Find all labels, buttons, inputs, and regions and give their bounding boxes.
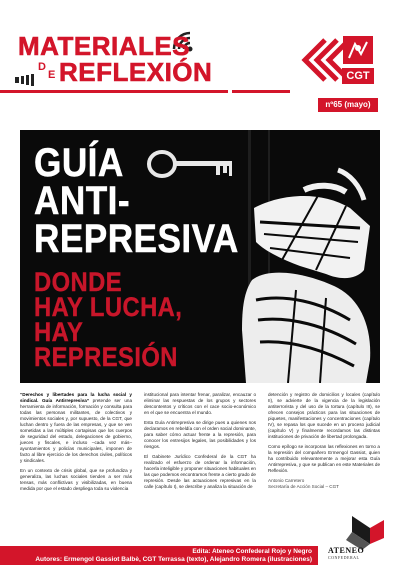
cover-subtitle-line: HAY xyxy=(34,317,84,347)
cover-subtitle-line: HAY LUCHA, xyxy=(34,292,183,322)
paragraph: detención y registro de domicilios y locales (capítulo II), se advierte de la vigencia de la legislación antiterrorista y del uso de la tortura (capítulo III), se ofrecen consejos prácticos para las situaciones de piquetes, manifestaciones y concentraciones (capítulo IV), se repasa los que sucede en un proceso judicial (capítulo V) y finalmente recordamos las distintas instituciones de privación de libertad prolongada. xyxy=(268,392,380,439)
paragraph: El Gabinete Jurídico Confederal de la CGT ha realizado el esfuerzo de ordenar la información, hacerla inteligible y proponer situaciones habituales en las que podemos encontrarnos frente a cierto grado de represión. Desde las actuaciones represivas en la calle (capítulo I), se describe y analiza la situación de xyxy=(144,454,256,489)
paragraph: Como epílogo se incorporan las reflexiones en torno a la represión del compañero Ermengol Gassiot, quien ha contribuido relevantemente a mejorar esta Guía Antirrepresiva, y que se publican en este Materiales de Reflexión. xyxy=(268,444,380,473)
article-column-1 xyxy=(20,392,132,546)
paragraph xyxy=(20,392,132,464)
signature-name: Antonio Carretero xyxy=(268,478,305,483)
paragraph-lead: “Derechos y libertades para la lucha social y sindical. Guía Antirrepresiva” xyxy=(20,392,132,403)
masthead-title-line2: REFLEXIÓN xyxy=(59,57,213,87)
signature-role: Secretaría de Acción Social – CGT xyxy=(268,484,339,489)
article-column-2 xyxy=(144,392,256,546)
paragraph: institucional para intentar frenar, paralizar, encauzar o eliminar las respuestas de los grupos y sectores descontentos y críticos con el cace socio-económico en el que se encuentra el mundo. xyxy=(144,392,256,415)
footer-publisher: Edita: Ateneo Confederal Rojo y Negro xyxy=(192,548,312,555)
cover-panel xyxy=(20,130,380,383)
footer-authors: Autores: Ermengol Gassiot Balbè, CGT Terrassa (texto), Alejandro Romera (ilustraciones) xyxy=(35,556,312,563)
cover-title-line: REPRESIVA xyxy=(34,217,239,261)
masthead-rule xyxy=(0,90,228,93)
masthead xyxy=(0,0,400,130)
hands-illustration xyxy=(242,170,370,383)
cover-subtitle-line: DONDE xyxy=(34,267,123,297)
cover-title-line: ANTI- xyxy=(34,179,131,223)
paragraph: Esta Guía Antirrepresiva se dirige pues a quienes nos declaramos en rebeldía con el orden social dominante, para saber cómo actuar frente a la represión, para conocer los entresijos legales, las posibilidades y los riesgos. xyxy=(144,420,256,449)
masthead-title-line1: MATERIALES xyxy=(18,31,191,61)
ateneo-name: ATENEO xyxy=(328,546,365,555)
paragraph: En un contexto de crisis global, que se profundiza y generaliza, las luchas sociales tienden a ser más tensas, más conflictivas y visibilizadas, en buena medida por que el estado despliega toda su violencia xyxy=(20,468,132,491)
issue-badge: nº65 (mayo) xyxy=(318,98,378,112)
cover-subtitle-line: REPRESIÓN xyxy=(34,342,178,372)
masthead-de: D E xyxy=(38,61,56,81)
paragraph-text: pretende ser una herramienta de información, formación y consulta para todas las personas militantes, de colectivos y movimientos sociales y, por supuesto, de la CGT, que luchan dentro y fuera de las empresas, y que se ven sometidas a las múltiples cortapisas que los cuerpos de seguridad del estado, delegaciones de gobierno, jueces y fiscales, e incluso –cada vez más– ayuntamientos y policías municipales, imponen de facto al libre ejercicio de los derechos civiles, políticos y sindicales. xyxy=(20,398,132,463)
footer-bar xyxy=(0,546,318,565)
key-icon xyxy=(149,152,232,176)
cover-title-line: GUÍA xyxy=(34,141,124,185)
masthead-rule-end xyxy=(232,90,290,93)
ateneo-subtitle: CONFEDERAL xyxy=(328,555,360,560)
cgt-logo-text: CGT xyxy=(342,68,374,84)
